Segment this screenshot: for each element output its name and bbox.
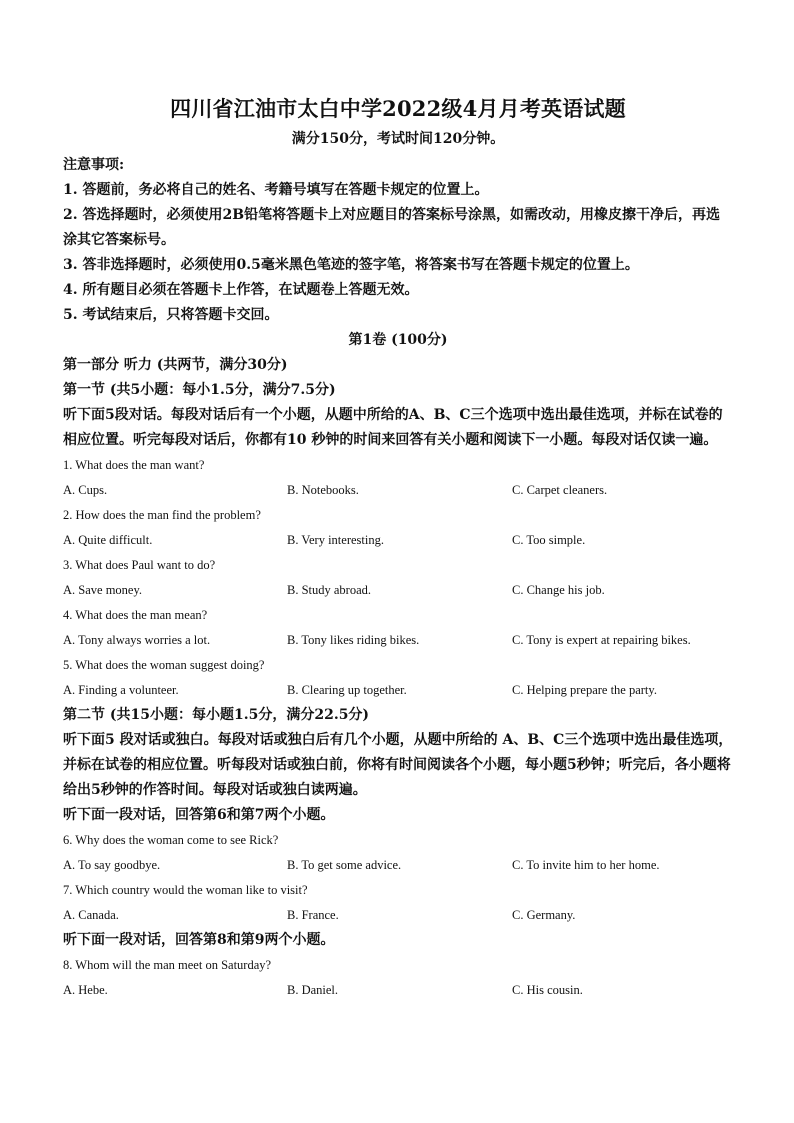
section2-heading: 第二节 (共15小题：每小题1.5分，满分22.5分) — [63, 707, 370, 723]
notice-item: 3. 答非选择题时，必须使用0.5毫米黑色笔迹的签字笔，将答案书写在答题卡规定的位置上。 — [63, 257, 639, 273]
question-options — [63, 978, 733, 1003]
option-c: C. Germany. — [512, 908, 576, 922]
notice-item: 5. 考试结束后，只将答题卡交回。 — [63, 307, 279, 323]
question-text: 7. Which country would the woman like to visit? — [63, 883, 308, 897]
question-text: 8. Whom will the man meet on Saturday? — [63, 958, 272, 972]
option-b: B. Study abroad. — [287, 583, 372, 597]
option-c: C. His cousin. — [512, 983, 583, 997]
exam-title: 四川省江油市太白中学2022级4月月考英语试题 — [170, 96, 626, 121]
option-a: A. Cups. — [63, 483, 108, 497]
question-text: 4. What does the man mean? — [63, 608, 208, 622]
question-text: 5. What does the woman suggest doing? — [63, 658, 265, 672]
question-text: 3. What does Paul want to do? — [63, 558, 216, 572]
group-intro: 听下面一段对话，回答第6和第7两个小题。 — [63, 807, 335, 823]
question-options — [63, 478, 733, 503]
notice-item: 2. 答选择题时，必须使用2B铅笔将答题卡上对应题目的答案标号涂黑，如需改动，用橡皮擦干净后，再选涂其它答案标号。 — [63, 207, 721, 248]
part-heading: 第一部分 听力 (共两节，满分30分) — [63, 357, 288, 373]
option-a: A. Canada. — [63, 908, 119, 922]
option-b: B. Tony likes riding bikes. — [287, 633, 420, 647]
question-options — [63, 853, 733, 878]
option-c: C. Too simple. — [512, 533, 586, 547]
question-text: 1. What does the man want? — [63, 458, 205, 472]
question-options — [63, 903, 733, 928]
notice-item: 1. 答题前，务必将自己的姓名、考籍号填写在答题卡规定的位置上。 — [63, 182, 489, 198]
notice-heading: 注意事项: — [63, 157, 125, 173]
option-b: B. Notebooks. — [287, 483, 359, 497]
option-a: A. Finding a volunteer. — [63, 683, 179, 697]
group-intro: 听下面一段对话，回答第8和第9两个小题。 — [63, 932, 335, 948]
option-b: B. Very interesting. — [287, 533, 384, 547]
option-c: C. To invite him to her home. — [512, 858, 660, 872]
question-text: 6. Why does the woman come to see Rick? — [63, 833, 279, 847]
option-b: B. Daniel. — [287, 983, 339, 997]
option-a: A. Save money. — [63, 583, 143, 597]
option-a: A. Hebe. — [63, 983, 108, 997]
option-c: C. Carpet cleaners. — [512, 483, 608, 497]
option-b: B. France. — [287, 908, 339, 922]
question-options — [63, 678, 733, 703]
question-text: 2. How does the man find the problem? — [63, 508, 261, 522]
question-options — [63, 578, 733, 603]
option-c: C. Tony is expert at repairing bikes. — [512, 633, 691, 647]
section1-instructions: 听下面5段对话。每段对话后有一个小题，从题中所给的A、B、C三个选项中选出最佳选项，并标在试卷的相应位置。听完每段对话后，你都有10 秒钟的时间来回答有关小题和阅读下一小题。每段对话仅读一遍。 — [63, 407, 723, 448]
section2-instructions: 听下面5 段对话或独白。每段对话或独白后有几个小题，从题中所给的 A、B、C三个选项中选出最佳选项，并标在试卷的相应位置。听每段对话或独白前，你将有时间阅读各个小题，每小题5秒钟；听完后，各小题将给出5秒钟的作答时间。每段对话或独白读两遍。 — [63, 732, 733, 798]
section1-heading: 第一节 (共5小题：每小1.5分，满分7.5分) — [63, 382, 336, 398]
option-a: A. Quite difficult. — [63, 533, 153, 547]
exam-page — [63, 95, 733, 1003]
question-options — [63, 628, 733, 653]
option-a: A. Tony always worries a lot. — [63, 633, 211, 647]
option-c: C. Helping prepare the party. — [512, 683, 657, 697]
exam-subtitle: 满分150分，考试时间120分钟。 — [291, 131, 505, 147]
option-c: C. Change his job. — [512, 583, 605, 597]
notice-item: 4. 所有题目必须在答题卡上作答，在试题卷上答题无效。 — [63, 282, 419, 298]
option-b: B. To get some advice. — [287, 858, 402, 872]
question-options — [63, 528, 733, 553]
option-b: B. Clearing up together. — [287, 683, 407, 697]
volume-heading: 第1卷 (100分) — [348, 332, 448, 348]
option-a: A. To say goodbye. — [63, 858, 161, 872]
